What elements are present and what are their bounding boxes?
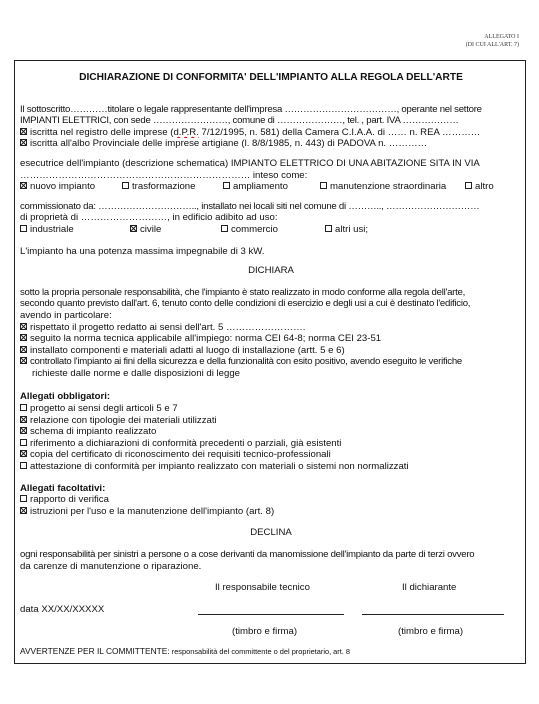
tipo-intervento-options bbox=[20, 181, 522, 193]
commissionato-line-1: commissionato da: ………………………….., installato nei locali siti nel comune di ……….., ………………………… bbox=[20, 200, 480, 212]
document-title: DICHIARAZIONE DI CONFORMITA' DELL'IMPIANTO ALLA REGOLA DELL'ARTE bbox=[79, 72, 463, 83]
registro-imprese-row[interactable]: iscritta nel registro delle imprese (d.P.R. 7/12/1995, n. 581) della Camera C.I.A.A. di …… n. REA ………… bbox=[20, 127, 522, 139]
option-altro[interactable]: altro bbox=[465, 181, 494, 193]
responsabile-tecnico-label: Il responsabile tecnico bbox=[215, 582, 310, 594]
dichiara-item-continuation: richieste dalle norme e dalle disposizioni di legge bbox=[32, 367, 240, 379]
timbro-firma-tecnico: (timbro e firma) bbox=[232, 626, 298, 638]
commissionato-line-2: di proprietà di ………………………, in edificio adibito ad uso: bbox=[20, 212, 278, 224]
checkbox-empty-icon[interactable] bbox=[20, 439, 27, 446]
checkbox-checked-icon[interactable] bbox=[130, 225, 137, 232]
declina-text-1: ogni responsabilità per sinistri a persone o a cose derivanti da manomissione dell'impianto da parte di terzi ovvero bbox=[20, 549, 475, 560]
allegato-facoltativo-item[interactable]: istruzioni per l'uso e la manutenzione dell'impianto (art. 8) bbox=[20, 506, 522, 518]
uso-edificio-options bbox=[20, 224, 522, 236]
dichiara-text-1: sotto la propria personale responsabilità, che l'impianto è stato realizzato in modo conforme alla regola dell'arte, bbox=[20, 286, 466, 298]
checkbox-empty-icon[interactable] bbox=[20, 462, 27, 469]
allegati-facoltativi-heading: Allegati facoltativi: bbox=[20, 482, 106, 494]
allegato-obbligatorio-item[interactable]: schema di impianto realizzato bbox=[20, 426, 522, 438]
checkbox-empty-icon[interactable] bbox=[20, 495, 27, 502]
option-industriale[interactable]: industriale bbox=[20, 224, 130, 236]
allegato-obbligatorio-item[interactable]: relazione con tipologie dei materiali utilizzati bbox=[20, 415, 522, 427]
dichiara-text-3: avendo in particolare: bbox=[20, 309, 112, 321]
checkbox-empty-icon[interactable] bbox=[20, 404, 27, 411]
checkbox-checked-icon[interactable] bbox=[20, 128, 27, 135]
option-nuovo-impianto[interactable]: nuovo impianto bbox=[20, 181, 122, 193]
checkbox-checked-icon[interactable] bbox=[20, 346, 27, 353]
checkbox-checked-icon[interactable] bbox=[20, 416, 27, 423]
dichiara-item[interactable]: rispettato il progetto redatto ai sensi dell'art. 5 ……………………. bbox=[20, 322, 522, 334]
dichiara-item[interactable]: controllato l'impianto ai fini della sicurezza e della funzionalità con esito positivo, avendo eseguito le verifiche bbox=[20, 356, 522, 368]
potenza-impianto: L'impianto ha una potenza massima impegnabile di 3 kW. bbox=[20, 245, 265, 257]
intro-line-1: Il sottoscritto…………titolare o legale rappresentante dell'impresa ………………………………, operante nel settore bbox=[20, 103, 482, 115]
dichiarante-label: Il dichiarante bbox=[402, 582, 457, 594]
checkbox-empty-icon[interactable] bbox=[465, 182, 472, 189]
option-commercio[interactable]: commercio bbox=[221, 224, 325, 236]
avvertenze-committente: AVVERTENZE PER IL COMMITTENTE: responsabilità del committente o del proprietario, art. 8 bbox=[20, 646, 351, 657]
timbro-firma-dichiarante: (timbro e firma) bbox=[398, 626, 464, 638]
esecutrice-line-2: ……………………………………………………………… inteso come: bbox=[20, 169, 308, 181]
dichiara-item[interactable]: seguito la norma tecnica applicabile all'impiego: norma CEI 64-8; norma CEI 23-51 bbox=[20, 333, 522, 345]
option-civile[interactable]: civile bbox=[130, 224, 221, 236]
signature-area bbox=[20, 582, 522, 626]
checkbox-checked-icon[interactable] bbox=[20, 450, 27, 457]
allegato-obbligatorio-item[interactable]: copia del certificato di riconoscimento dei requisiti tecnico-professionali bbox=[20, 449, 522, 461]
declina-heading: DECLINA bbox=[250, 527, 292, 539]
checkbox-empty-icon[interactable] bbox=[221, 225, 228, 232]
signature-line-tecnico[interactable] bbox=[198, 614, 344, 615]
checkbox-checked-icon[interactable] bbox=[20, 323, 27, 330]
albo-artigiane-row[interactable]: iscritta all'albo Provinciale delle imprese artigiane (l. 8/8/1985, n. 443) di PADOVA n. ………… bbox=[20, 138, 522, 150]
allegato-obbligatorio-item[interactable]: attestazione di conformità per impianto realizzato con materiali o sistemi non normalizzati bbox=[20, 461, 522, 473]
checkbox-checked-icon[interactable] bbox=[20, 182, 27, 189]
option-manutenzione[interactable]: manutenzione straordinaria bbox=[320, 181, 465, 193]
allegato-reference bbox=[466, 33, 519, 49]
option-ampliamento[interactable]: ampliamento bbox=[223, 181, 320, 193]
dichiara-item[interactable]: installato componenti e materiali adatti al luogo di installazione (artt. 5 e 6) bbox=[20, 345, 522, 357]
esecutrice-line-1: esecutrice dell'impianto (descrizione schematica) IMPIANTO ELETTRICO DI UNA ABITAZIONE SITA IN VIA bbox=[20, 157, 480, 169]
checkbox-checked-icon[interactable] bbox=[20, 139, 27, 146]
checkbox-checked-icon[interactable] bbox=[20, 507, 27, 514]
checkbox-empty-icon[interactable] bbox=[122, 182, 129, 189]
timbro-row bbox=[20, 626, 522, 638]
dichiara-heading: DICHIARA bbox=[248, 265, 294, 277]
declina-text-2: da carenze di manutenzione o riparazione. bbox=[20, 560, 202, 572]
dichiara-text-2: secondo quanto previsto dall'art. 6, tenuto conto delle condizioni di esercizio e degli usi a cui è destinato l'edificio, bbox=[20, 298, 471, 310]
checkbox-empty-icon[interactable] bbox=[320, 182, 327, 189]
checkbox-checked-icon[interactable] bbox=[20, 357, 27, 364]
option-altri-usi[interactable]: altri usi; bbox=[325, 224, 368, 236]
signature-line-dichiarante[interactable] bbox=[362, 614, 504, 615]
document-body bbox=[20, 64, 522, 658]
checkbox-checked-icon[interactable] bbox=[20, 427, 27, 434]
checkbox-empty-icon[interactable] bbox=[20, 225, 27, 232]
allegato-obbligatorio-item[interactable]: riferimento a dichiarazioni di conformità precedenti o parziali, già esistenti bbox=[20, 438, 522, 450]
checkbox-empty-icon[interactable] bbox=[325, 225, 332, 232]
intro-line-2: IMPIANTI ELETTRICI, con sede ……………………, comune di …………………, tel. , part. IVA ……………… bbox=[20, 115, 459, 127]
allegato-facoltativo-item[interactable]: rapporto di verifica bbox=[20, 494, 522, 506]
allegato-label: ALLEGATO I bbox=[484, 34, 519, 40]
checkbox-empty-icon[interactable] bbox=[223, 182, 230, 189]
option-trasformazione[interactable]: trasformazione bbox=[122, 181, 223, 193]
allegato-article: (DI CUI ALL'ART. 7) bbox=[465, 42, 519, 48]
date-field[interactable]: data XX/XX/XXXXX bbox=[20, 604, 105, 616]
checkbox-checked-icon[interactable] bbox=[20, 334, 27, 341]
allegati-obbligatori-heading: Allegati obbligatori: bbox=[20, 391, 111, 403]
allegato-obbligatorio-item[interactable]: progetto ai sensi degli articoli 5 e 7 bbox=[20, 403, 522, 415]
